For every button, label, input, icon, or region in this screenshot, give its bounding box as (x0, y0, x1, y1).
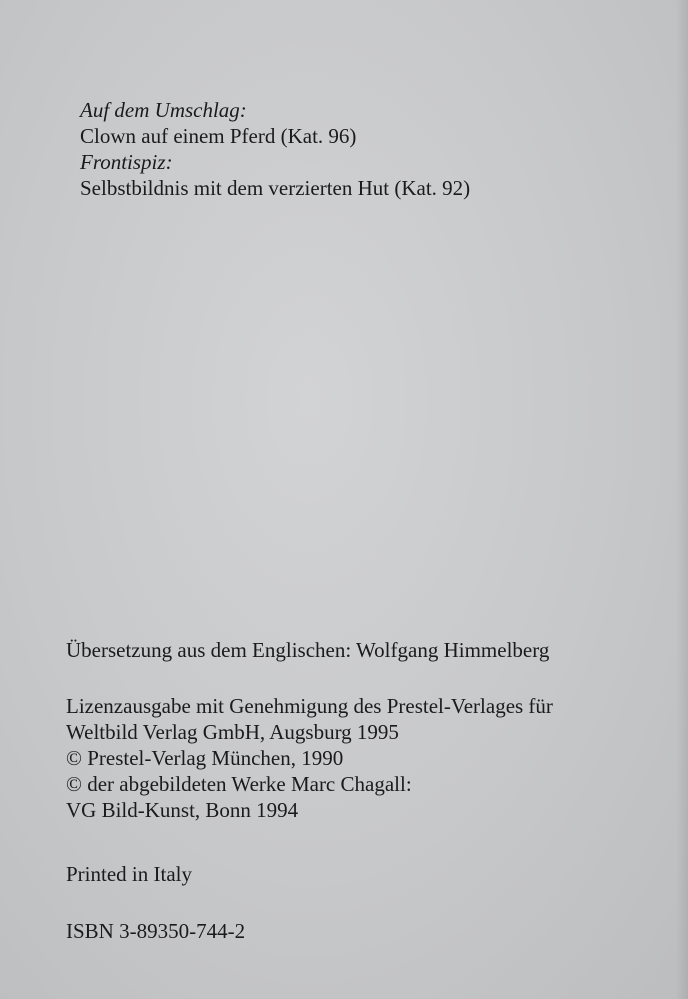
license-line: Lizenzausgabe mit Genehmigung des Prestel-Verlages für (66, 694, 553, 718)
frontispiece-label: Frontispiz: (80, 150, 173, 174)
license-block (66, 693, 553, 823)
cover-title: Clown auf einem Pferd (Kat. 96) (80, 124, 357, 148)
translation-text: Übersetzung aus dem Englischen: Wolfgang Himmelberg (66, 638, 550, 662)
cover-credits-block (80, 97, 470, 201)
copyright-line: © Prestel-Verlag München, 1990 (66, 746, 344, 770)
license-line: Weltbild Verlag GmbH, Augsburg 1995 (66, 720, 399, 744)
copyright-line: VG Bild-Kunst, Bonn 1994 (66, 798, 299, 822)
cover-label: Auf dem Umschlag: (80, 98, 247, 122)
printed-in (66, 861, 192, 887)
page-edge-shadow (676, 0, 688, 999)
isbn (66, 918, 245, 944)
printed-text: Printed in Italy (66, 862, 192, 886)
translation-credit (66, 637, 549, 663)
frontispiece-title: Selbstbildnis mit dem verzierten Hut (Kat. 92) (80, 176, 471, 200)
copyright-line: © der abgebildeten Werke Marc Chagall: (66, 772, 412, 796)
isbn-text: ISBN 3-89350-744-2 (66, 919, 246, 943)
